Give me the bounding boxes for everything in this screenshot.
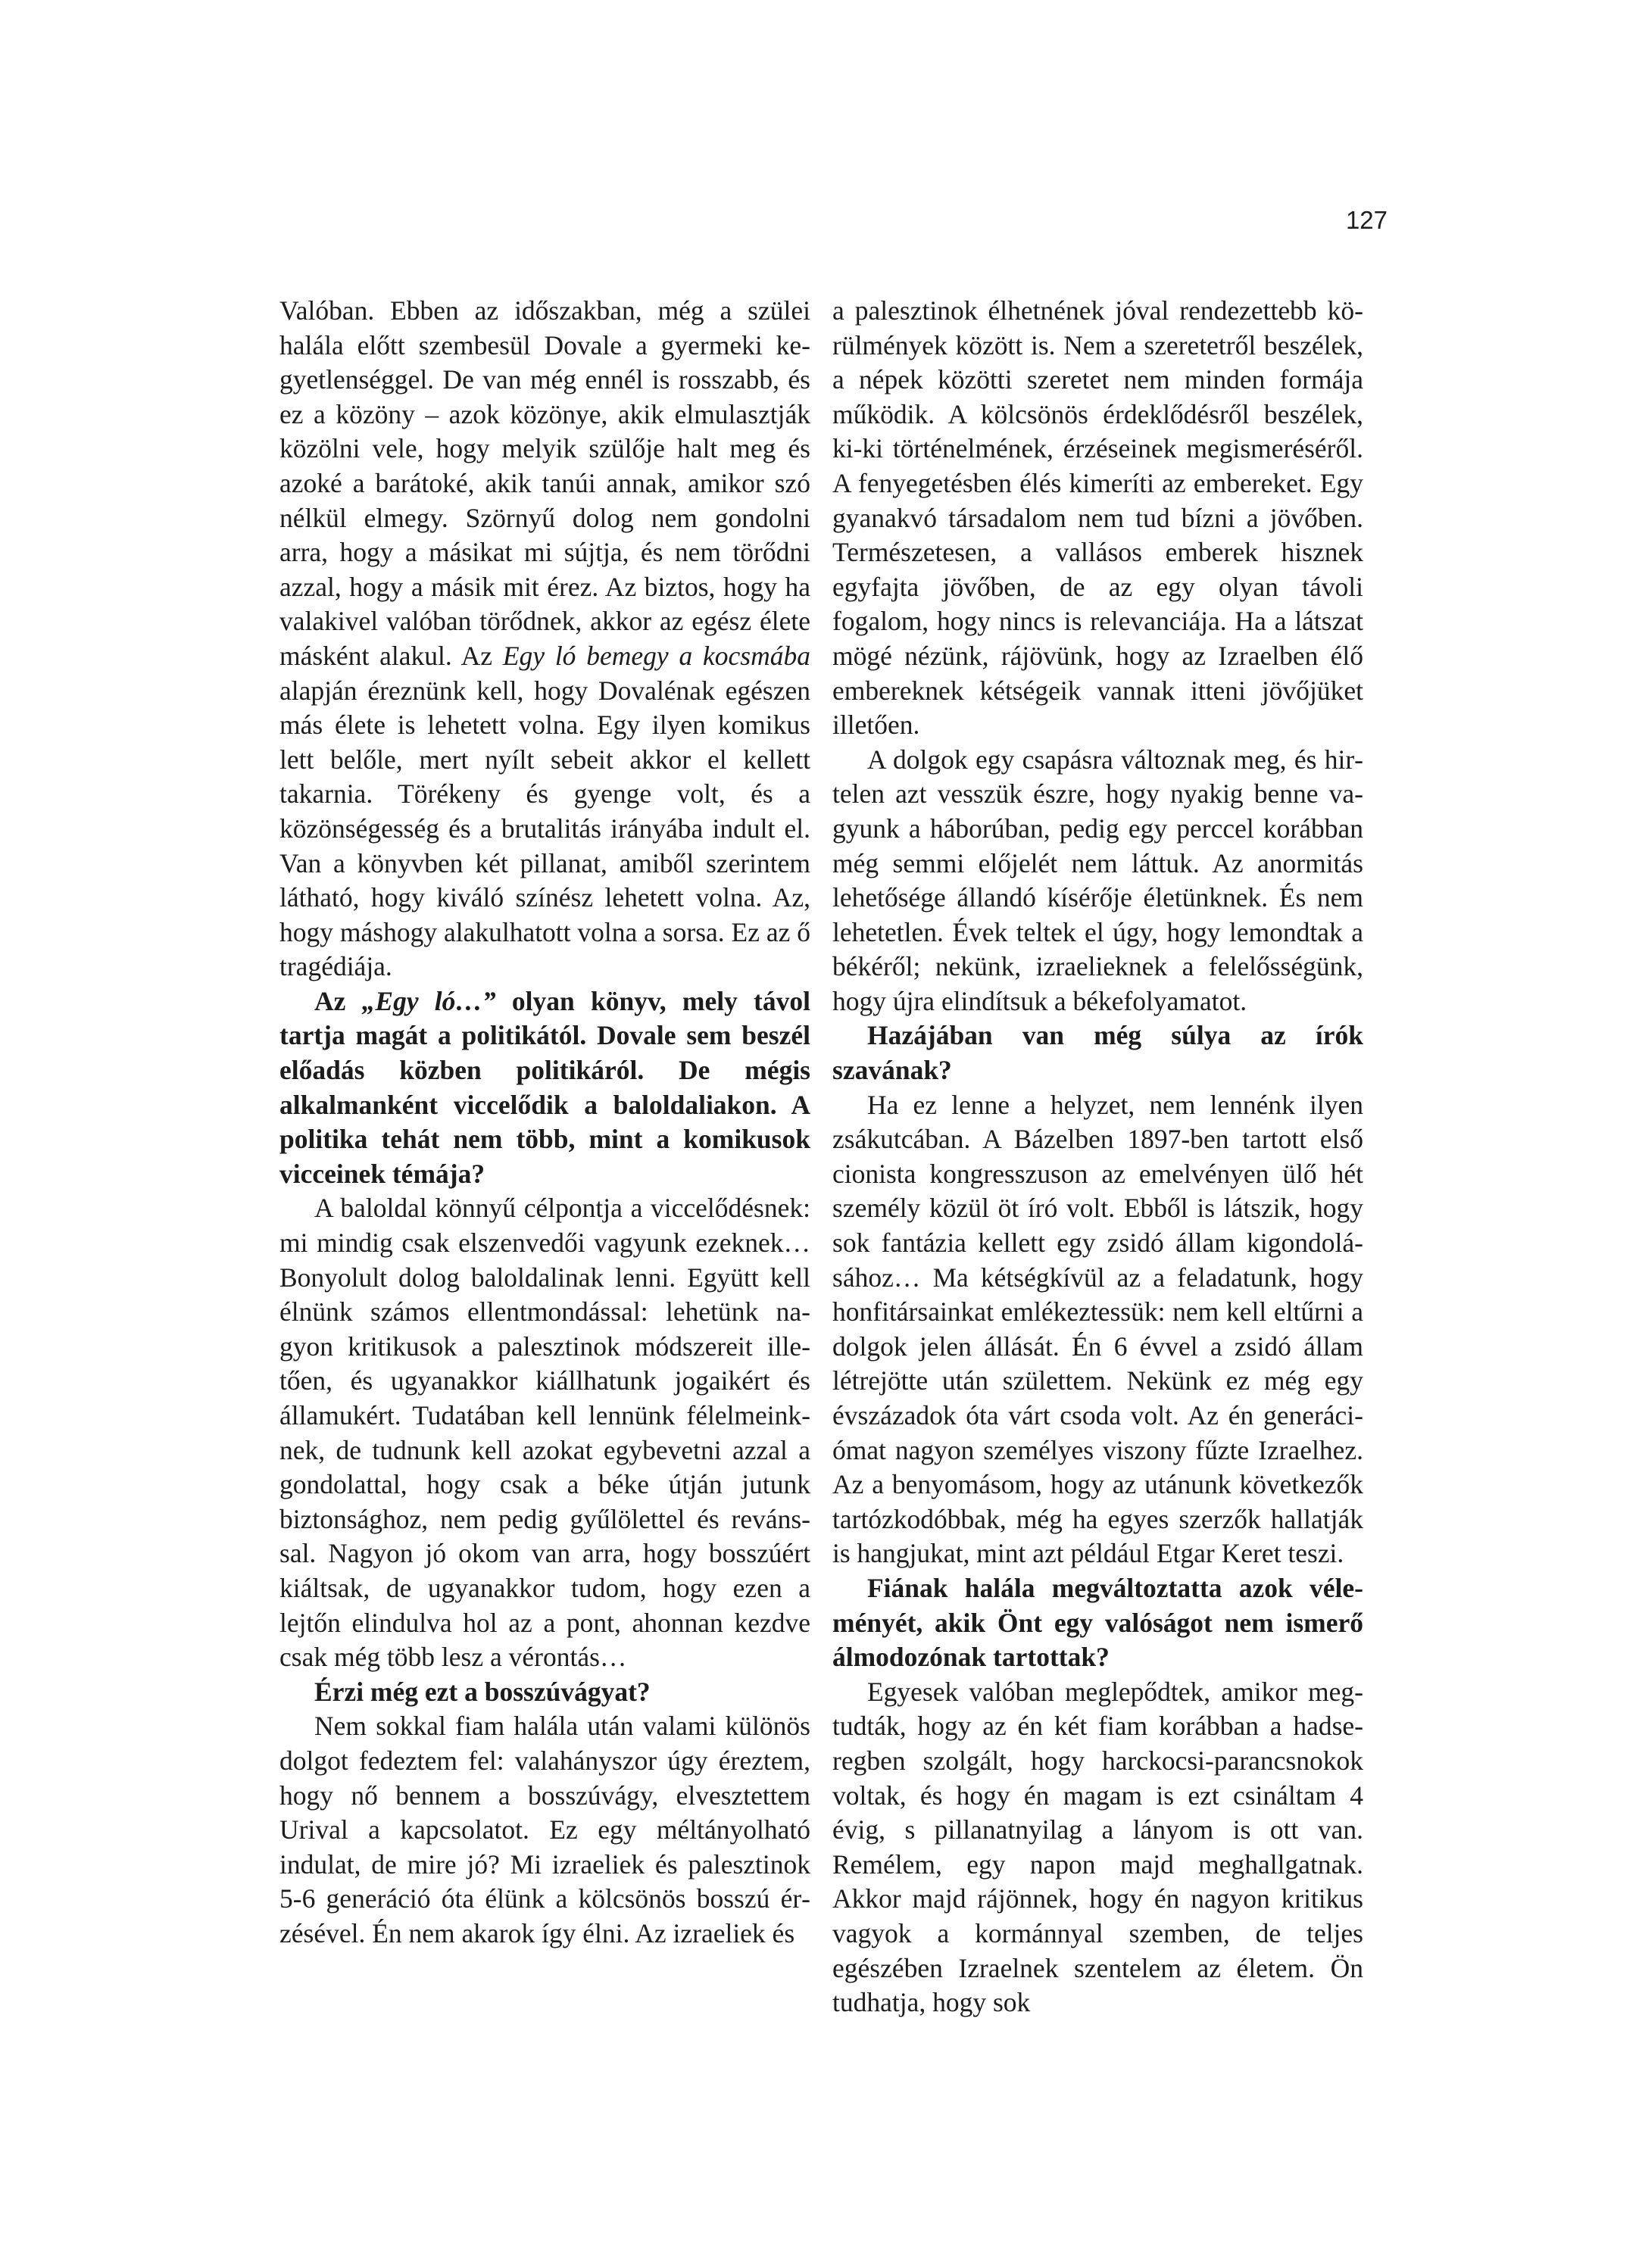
answer-paragraph: Ha ez lenne a helyzet, nem lennénk ilyen zsákutcában. A Bázelben 1897-ben tartott első cionista kongresszuson az emelvényen ülő hét személy közül öt író volt. Ebből is látszik, hogy sok fantázia kellett egy zsidó állam kigondolásához… Ma kétségkívül az a feladatunk, hogy honfitársainkat emlékeztessük: nem kell eltűrni a dolgok jelen állását. Én 6 évvel a zsidó állam létrejötte után születtem. Nekünk ez még egy évszázadok óta várt csoda volt. Az én generációmat nagyon személyes viszony fűzte Izraelhez. Az a benyomásom, hogy az utánunk következők tartózkodóbbak, még ha egyes szerzők hallatják is hangjukat, mint azt például Etgar Keret teszi. — [832, 1089, 1363, 1569]
page-number: 127 — [1345, 206, 1388, 234]
book-title: „Egy ló…” — [361, 985, 496, 1016]
interview-question — [279, 984, 810, 1192]
answer-paragraph — [279, 294, 810, 984]
answer-paragraph: a palesztinok élhetnének jóval rendezettebb körülmények között is. Nem a szeretetről beszélek, a népek közötti szeretet nem minden formája működik. A kölcsönös érdeklődésről beszélek, ki-ki történelmének, érzéseinek megismeréséről. A fenyegetésben élés kimeríti az embereket. Egy gyanakvó társadalom nem tud bízni a jövőben. Természetesen, a vallásos emberek hisznek egyfajta jövőben, de az egy olyan távoli fogalom, hogy nincs is relevanciája. Ha a látszat mögé nézünk, rájövünk, hogy az Izraelben élő embereknek kétségeik vannak itteni jövőjüket illetően. — [832, 295, 1363, 741]
text-run: Az — [314, 985, 362, 1016]
interview-question: Hazájában van még súlya az írók szavának? — [832, 1020, 1363, 1086]
text-run: alapján éreznünk kell, hogy Dovalénak egészen más élete is lehetett volna. Egy ilyen komikus lett belőle, mert nyílt sebeit akkor el kellett takarnia. Törékeny és gyenge volt, és a közönségesség és a brutalitás irányába indult el. Van a könyvben két pillanat, amiből szerintem látható, hogy kiváló színész lehetett volna. Az, hogy máshogy alakulhatott volna a sorsa. Ez az ő tragédiája. — [279, 675, 810, 982]
text-run: olyan könyv, mely távol tartja magát a politikától. Dovale sem beszél előadás közben politikáról. De mégis alkalmanként viccelődik a baloldaliakon. A politika tehát nem több, mint a komikusok vicceinek témája? — [279, 985, 810, 1189]
text-run: Valóban. Ebben az időszakban, még a szülei halála előtt szembesül Dovale a gyermeki kegyetlenséggel. De van még ennél is rosszabb, és ez a közöny – azok közönye, akik elmulasztják közölni vele, hogy melyik szülője halt meg és azoké a barátoké, akik tanúi annak, amikor szó nélkül elmegy. Szörnyű dolog nem gondolni arra, hogy a másikat mi sújtja, és nem törődni azzal, hogy a másik mit érez. Az biztos, hogy ha valakivel valóban törődnek, akkor az egész élete másként alakul. Az — [279, 295, 810, 671]
interview-question: Érzi még ezt a bosszúvágyat? — [314, 1676, 651, 1707]
left-column — [279, 294, 810, 1951]
answer-paragraph: A baloldal könnyű célpontja a viccelődésnek: mi mindig csak elszenvedői vagyunk ezeknek… Bonyolult dolog baloldalinak lenni. Együtt kell élnünk számos ellentmondással: lehetünk nagyon kritikusok a palesztinok módszereit illetően, és ugyanakkor kiállhatunk jogaikért és államukért. Tudatában kell lennünk félelmeinknek, de tudnunk kell azokat egybevetni azzal a gondolattal, hogy csak a béke útján jutunk biztonsághoz, nem pedig gyűlölettel és revánssal. Nagyon jó okom van arra, hogy bosszúért kiáltsak, de ugyanakkor tudom, hogy ezen a lejtőn elindulva hol az a pont, ahonnan kezdve csak még több lesz a vérontás… — [279, 1193, 810, 1673]
interview-question: Fiának halála megváltoztatta azok véleményét, akik Önt egy valóságot nem ismerő álmodozónak tartottak? — [832, 1572, 1363, 1673]
book-title: Egy ló bemegy a kocsmába — [502, 640, 810, 671]
answer-paragraph: Egyesek valóban meglepődtek, amikor megtudták, hogy az én két fiam korábban a hadseregben szolgált, hogy harckocsi-parancsnokok voltak, és hogy én magam is ezt csináltam 4 évig, s pillanatnyilag a lányom is ott van. Remélem, egy napon majd meghallgatnak. Akkor majd rájönnek, hogy én nagyon kritikus vagyok a kormánnyal szemben, de teljes egészében Izraelnek szentelem az életem. Ön tudhatja, hogy sok — [832, 1676, 1363, 2018]
answer-paragraph: Nem sokkal fiam halála után valami különös dolgot fedeztem fel: valahányszor úgy éreztem, hogy nő bennem a bosszúvágy, elvesztettem Urival a kapcsolatot. Ez egy méltányolható indulat, de mire jó? Mi izraeliek és palesztinok 5-6 generáció óta élünk a kölcsönös bosszú érzésével. Én nem akarok így élni. Az izraeliek és — [279, 1711, 810, 1948]
answer-paragraph: A dolgok egy csapásra változnak meg, és hirtelen azt vesszük észre, hogy nyakig benne vagyunk a háborúban, pedig egy perccel korábban még semmi előjelét nem láttuk. Az anormitás lehetősége állandó kísérője életünknek. És nem lehetetlen. Évek teltek el úgy, hogy lemondtak a békéről; nekünk, izraelieknek a felelősségünk, hogy újra elindítsuk a békefolyamatot. — [832, 744, 1363, 1016]
right-column — [832, 294, 1363, 2020]
